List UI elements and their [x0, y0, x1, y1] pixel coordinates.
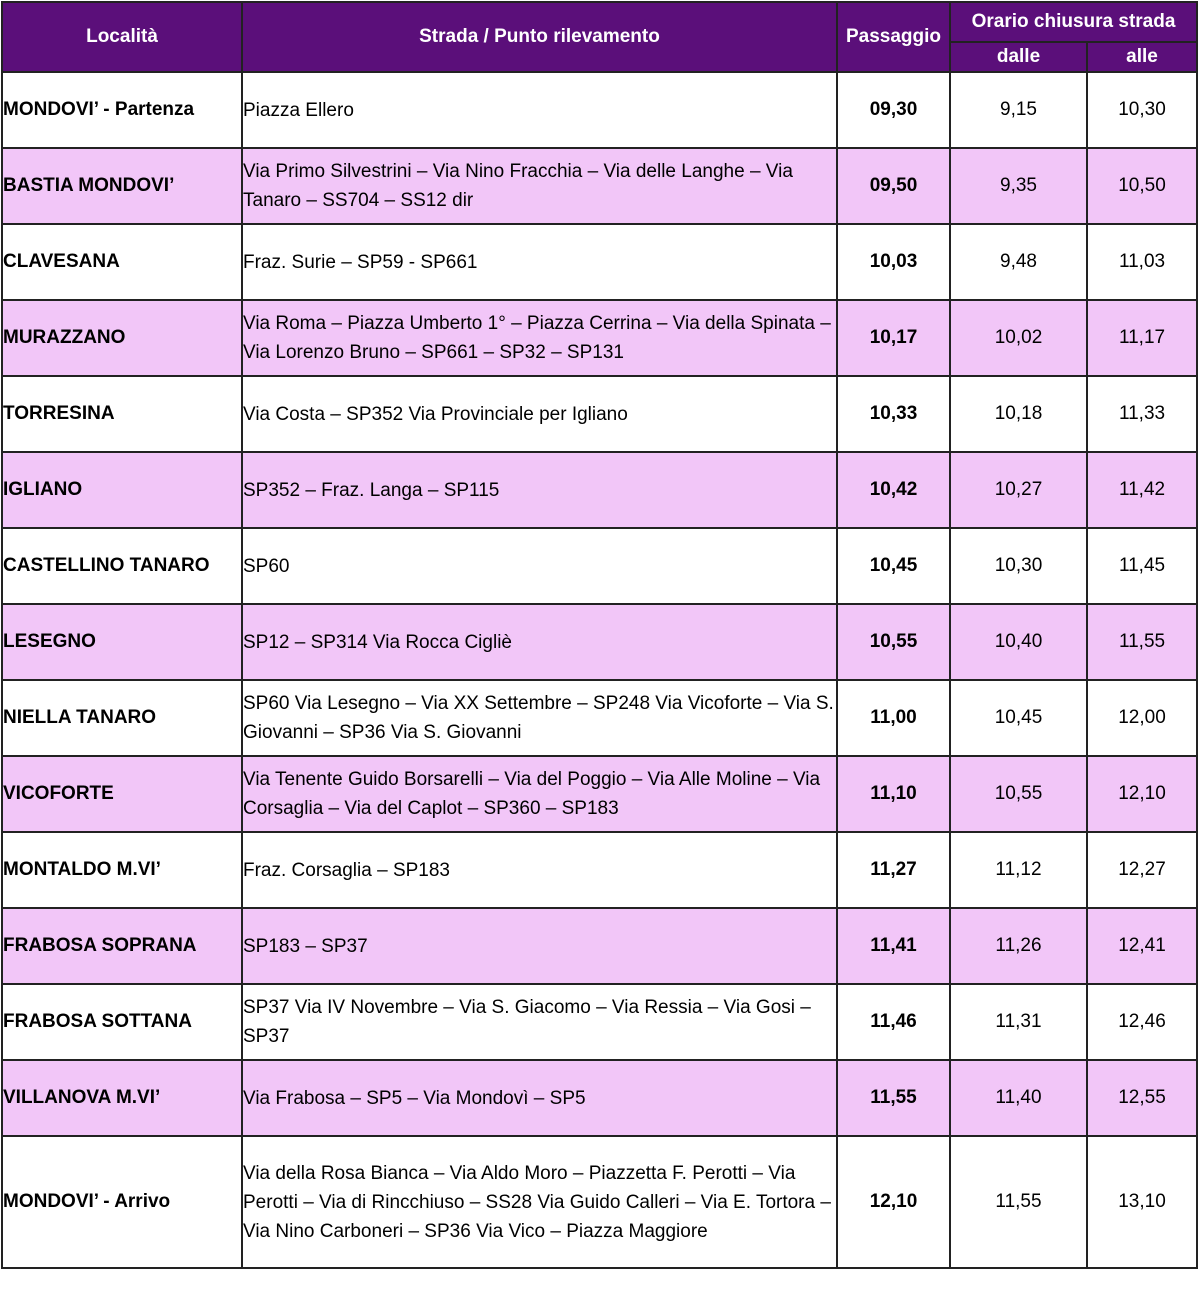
closure-to-cell: 10,50 — [1087, 148, 1197, 224]
road-cell: Via Frabosa – SP5 – Via Mondovì – SP5 — [242, 1060, 837, 1136]
passage-cell: 10,03 — [837, 224, 950, 300]
closure-to-cell: 11,45 — [1087, 528, 1197, 604]
closure-to-cell: 12,10 — [1087, 756, 1197, 832]
table-row — [2, 1136, 1197, 1268]
passage-cell: 11,27 — [837, 832, 950, 908]
closure-to-cell: 12,27 — [1087, 832, 1197, 908]
table-row — [2, 452, 1197, 528]
road-cell: SP60 — [242, 528, 837, 604]
passage-cell: 10,17 — [837, 300, 950, 376]
passage-cell: 10,55 — [837, 604, 950, 680]
passage-cell: 09,30 — [837, 72, 950, 148]
location-cell: VICOFORTE — [2, 756, 242, 832]
closure-to-cell: 12,46 — [1087, 984, 1197, 1060]
location-cell: VILLANOVA M.VI’ — [2, 1060, 242, 1136]
road-cell: Via Roma – Piazza Umberto 1° – Piazza Cerrina – Via della Spinata – Via Lorenzo Bruno – SP661 – SP32 – SP131 — [242, 300, 837, 376]
header-passage: Passaggio — [837, 2, 950, 72]
road-cell: SP60 Via Lesegno – Via XX Settembre – SP248 Via Vicoforte – Via S. Giovanni – SP36 Via S. Giovanni — [242, 680, 837, 756]
location-cell: BASTIA MONDOVI’ — [2, 148, 242, 224]
passage-cell: 10,42 — [837, 452, 950, 528]
passage-cell: 10,33 — [837, 376, 950, 452]
location-cell: FRABOSA SOTTANA — [2, 984, 242, 1060]
location-cell: TORRESINA — [2, 376, 242, 452]
header-road: Strada / Punto rilevamento — [242, 2, 837, 72]
location-cell: CASTELLINO TANARO — [2, 528, 242, 604]
passage-cell: 11,10 — [837, 756, 950, 832]
header-closure: Orario chiusura strada — [950, 2, 1197, 42]
closure-from-cell: 10,02 — [950, 300, 1087, 376]
road-cell: Fraz. Surie – SP59 - SP661 — [242, 224, 837, 300]
location-cell: MURAZZANO — [2, 300, 242, 376]
table-row — [2, 680, 1197, 756]
closure-to-cell: 11,42 — [1087, 452, 1197, 528]
table-row — [2, 604, 1197, 680]
closure-to-cell: 10,30 — [1087, 72, 1197, 148]
closure-from-cell: 11,40 — [950, 1060, 1087, 1136]
closure-to-cell: 12,00 — [1087, 680, 1197, 756]
closure-from-cell: 9,35 — [950, 148, 1087, 224]
table-row — [2, 300, 1197, 376]
location-cell: MONTALDO M.VI’ — [2, 832, 242, 908]
table-body — [2, 72, 1197, 1268]
road-cell: Piazza Ellero — [242, 72, 837, 148]
schedule-table — [1, 1, 1198, 1269]
table-row — [2, 984, 1197, 1060]
road-cell: Fraz. Corsaglia – SP183 — [242, 832, 837, 908]
location-cell: MONDOVI’ - Arrivo — [2, 1136, 242, 1268]
closure-to-cell: 11,03 — [1087, 224, 1197, 300]
closure-from-cell: 11,31 — [950, 984, 1087, 1060]
location-cell: LESEGNO — [2, 604, 242, 680]
closure-from-cell: 10,40 — [950, 604, 1087, 680]
table-row — [2, 908, 1197, 984]
location-cell: IGLIANO — [2, 452, 242, 528]
closure-from-cell: 9,15 — [950, 72, 1087, 148]
closure-to-cell: 11,33 — [1087, 376, 1197, 452]
passage-cell: 10,45 — [837, 528, 950, 604]
location-cell: FRABOSA SOPRANA — [2, 908, 242, 984]
passage-cell: 11,46 — [837, 984, 950, 1060]
table-row — [2, 832, 1197, 908]
table-row — [2, 72, 1197, 148]
closure-to-cell: 12,55 — [1087, 1060, 1197, 1136]
passage-cell: 11,41 — [837, 908, 950, 984]
header-location: Località — [2, 2, 242, 72]
road-cell: Via della Rosa Bianca – Via Aldo Moro – Piazzetta F. Perotti – Via Perotti – Via di Rincchiuso – SS28 Via Guido Calleri – Via E. Tortora – Via Nino Carboneri – SP36 Via Vico – Piazza Maggiore — [242, 1136, 837, 1268]
table-header — [2, 2, 1197, 72]
road-cell: SP183 – SP37 — [242, 908, 837, 984]
table-row — [2, 224, 1197, 300]
closure-to-cell: 13,10 — [1087, 1136, 1197, 1268]
road-cell: SP12 – SP314 Via Rocca Cigliè — [242, 604, 837, 680]
closure-from-cell: 11,55 — [950, 1136, 1087, 1268]
location-cell: CLAVESANA — [2, 224, 242, 300]
road-cell: Via Tenente Guido Borsarelli – Via del Poggio – Via Alle Moline – Via Corsaglia – Via del Caplot – SP360 – SP183 — [242, 756, 837, 832]
closure-from-cell: 10,27 — [950, 452, 1087, 528]
closure-from-cell: 9,48 — [950, 224, 1087, 300]
closure-to-cell: 11,55 — [1087, 604, 1197, 680]
passage-cell: 11,00 — [837, 680, 950, 756]
location-cell: MONDOVI’ - Partenza — [2, 72, 242, 148]
table-row — [2, 376, 1197, 452]
table-row — [2, 528, 1197, 604]
header-from: dalle — [950, 42, 1087, 72]
road-cell: Via Primo Silvestrini – Via Nino Fracchia – Via delle Langhe – Via Tanaro – SS704 – SS12 dir — [242, 148, 837, 224]
table-row — [2, 1060, 1197, 1136]
closure-to-cell: 12,41 — [1087, 908, 1197, 984]
location-cell: NIELLA TANARO — [2, 680, 242, 756]
closure-from-cell: 10,45 — [950, 680, 1087, 756]
road-cell: SP352 – Fraz. Langa – SP115 — [242, 452, 837, 528]
passage-cell: 09,50 — [837, 148, 950, 224]
passage-cell: 12,10 — [837, 1136, 950, 1268]
table-row — [2, 756, 1197, 832]
closure-from-cell: 10,18 — [950, 376, 1087, 452]
road-cell: Via Costa – SP352 Via Provinciale per Igliano — [242, 376, 837, 452]
road-cell: SP37 Via IV Novembre – Via S. Giacomo – Via Ressia – Via Gosi – SP37 — [242, 984, 837, 1060]
closure-from-cell: 10,30 — [950, 528, 1087, 604]
closure-to-cell: 11,17 — [1087, 300, 1197, 376]
table-row — [2, 148, 1197, 224]
passage-cell: 11,55 — [837, 1060, 950, 1136]
header-to: alle — [1087, 42, 1197, 72]
closure-from-cell: 10,55 — [950, 756, 1087, 832]
closure-from-cell: 11,26 — [950, 908, 1087, 984]
closure-from-cell: 11,12 — [950, 832, 1087, 908]
